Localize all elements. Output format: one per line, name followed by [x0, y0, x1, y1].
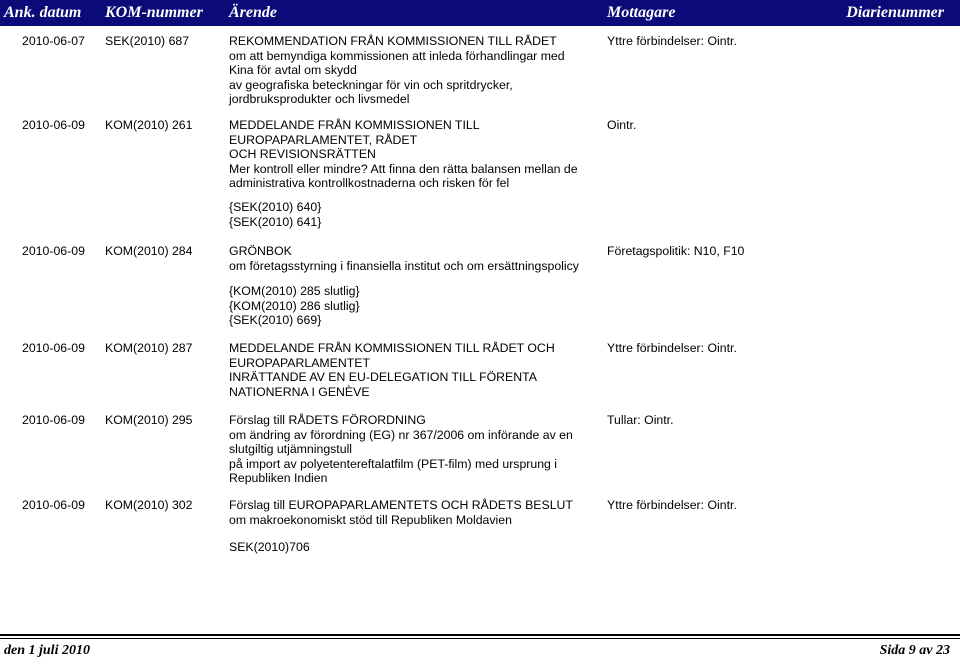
- header-kom-number: KOM-nummer: [105, 4, 203, 21]
- arende-line: administrativa kontrollkostnaderna och risken för fel: [229, 176, 510, 191]
- arende-line: om företagsstyrning i finansiella institut och om ersättningspolicy: [229, 258, 579, 273]
- footer-divider: [0, 634, 960, 636]
- footer-date: den 1 juli 2010: [4, 643, 90, 658]
- table-header: [0, 0, 960, 26]
- row-mottagare: Yttre förbindelser: Ointr.: [607, 498, 737, 512]
- header-mottagare: Mottagare: [607, 4, 676, 21]
- footer-page-number: Sida 9 av 23: [879, 643, 950, 658]
- row-references: [229, 200, 321, 229]
- row-date: 2010-06-09: [22, 341, 85, 355]
- arende-line: av geografiska beteckningar för vin och spritdrycker,: [229, 77, 513, 92]
- reference: {KOM(2010) 285 slutlig}: [229, 284, 360, 298]
- row-mottagare: Yttre förbindelser: Ointr.: [607, 34, 737, 48]
- arende-line: EUROPAPARLAMENTET, RÅDET: [229, 132, 418, 147]
- row-arende: [229, 34, 599, 107]
- arende-line: EUROPAPARLAMENTET: [229, 355, 370, 370]
- row-arende: [229, 498, 599, 527]
- row-arende: [229, 244, 599, 273]
- header-arende: Ärende: [229, 4, 277, 21]
- reference: {SEK(2010) 640}: [229, 200, 322, 214]
- arende-line: Förslag till RÅDETS FÖRORDNING: [229, 413, 426, 427]
- arende-line: om att bemyndiga kommissionen att inleda förhandlingar med: [229, 48, 565, 63]
- arende-line: GRÖNBOK: [229, 244, 292, 258]
- arende-line: Förslag till EUROPAPARLAMENTETS OCH RÅDETS BESLUT: [229, 498, 573, 512]
- arende-line: INRÄTTANDE AV EN EU-DELEGATION TILL FÖRENTA: [229, 370, 537, 385]
- reference: {SEK(2010) 669}: [229, 313, 322, 328]
- row-arende: [229, 413, 599, 486]
- arende-line: Kina för avtal om skydd: [229, 63, 357, 78]
- arende-line: Republiken Indien: [229, 471, 328, 486]
- row-references: [229, 284, 360, 328]
- reference: {SEK(2010) 641}: [229, 214, 322, 229]
- row-mottagare: Ointr.: [607, 118, 637, 132]
- arende-line: om makroekonomiskt stöd till Republiken Moldavien: [229, 512, 512, 527]
- arende-line: slutgiltig utjämningstull: [229, 442, 353, 457]
- row-kom-number: KOM(2010) 284: [105, 244, 193, 258]
- row-date: 2010-06-09: [22, 498, 85, 512]
- arende-line: Mer kontroll eller mindre? Att finna den rätta balansen mellan de: [229, 161, 578, 176]
- row-kom-number: KOM(2010) 261: [105, 118, 193, 132]
- row-date: 2010-06-07: [22, 34, 85, 48]
- arende-line: NATIONERNA I GENÈVE: [229, 384, 370, 399]
- row-kom-number: KOM(2010) 302: [105, 498, 193, 512]
- row-mottagare: Företagspolitik: N10, F10: [607, 244, 745, 258]
- arende-line: OCH REVISIONSRÄTTEN: [229, 147, 376, 162]
- row-date: 2010-06-09: [22, 118, 85, 132]
- row-arende: [229, 118, 599, 191]
- row-references: [229, 540, 310, 555]
- header-diarienummer: Diarienummer: [846, 4, 944, 21]
- row-date: 2010-06-09: [22, 244, 85, 258]
- row-kom-number: SEK(2010) 687: [105, 34, 190, 48]
- row-date: 2010-06-09: [22, 413, 85, 427]
- row-kom-number: KOM(2010) 295: [105, 413, 193, 427]
- reference: SEK(2010)706: [229, 540, 310, 554]
- row-mottagare: Yttre förbindelser: Ointr.: [607, 341, 737, 355]
- header-date: Ank. datum: [4, 4, 82, 21]
- arende-line: MEDDELANDE FRÅN KOMMISSIONEN TILL RÅDET OCH: [229, 341, 555, 355]
- row-mottagare: Tullar: Ointr.: [607, 413, 674, 427]
- arende-line: om ändring av förordning (EG) nr 367/2006 om införande av en: [229, 427, 573, 442]
- arende-line: jordbruksprodukter och livsmedel: [229, 92, 410, 107]
- row-arende: [229, 341, 599, 399]
- arende-line: REKOMMENDATION FRÅN KOMMISSIONEN TILL RÅDET: [229, 34, 557, 48]
- arende-line: på import av polyetentereftalatfilm (PET-film) med ursprung i: [229, 456, 558, 471]
- footer-divider: [0, 638, 960, 639]
- reference: {KOM(2010) 286 slutlig}: [229, 298, 360, 313]
- row-kom-number: KOM(2010) 287: [105, 341, 193, 355]
- arende-line: MEDDELANDE FRÅN KOMMISSIONEN TILL: [229, 118, 480, 132]
